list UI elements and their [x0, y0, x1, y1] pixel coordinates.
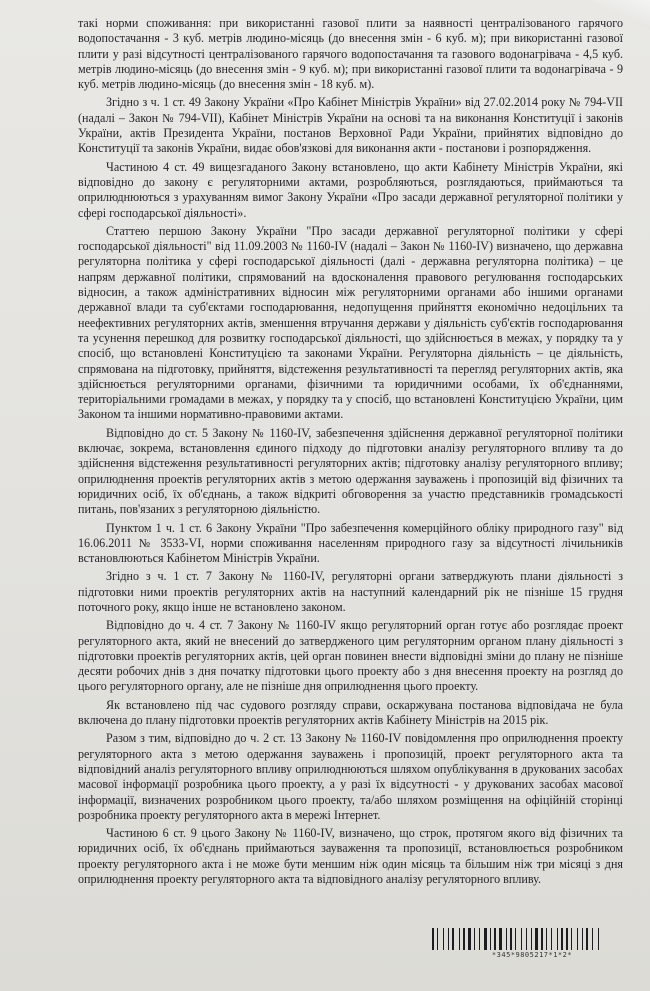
barcode-stripe	[437, 928, 438, 950]
barcode-stripe	[448, 928, 449, 950]
barcode-stripe	[531, 928, 532, 950]
barcode-stripe	[459, 928, 460, 950]
barcode-stripe	[515, 928, 516, 950]
barcode-stripe	[526, 928, 527, 950]
barcode-stripe	[510, 928, 512, 950]
barcode-stripe	[508, 928, 509, 950]
barcode-stripe	[476, 928, 478, 950]
barcode-stripe	[566, 928, 568, 950]
barcode-stripe	[503, 928, 505, 950]
barcode-stripe	[490, 928, 491, 950]
barcode-stripe	[584, 928, 585, 950]
paragraph: Разом з тим, відповідно до ч. 2 ст. 13 Закону № 1160-IV повідомлення про оприлюднення проекту регуляторного акта з метою одержання зауважень і пропозицій, проект регуляторного акта та відповідний аналіз регуляторного впливу оприлюднюються шляхом опублікування в друкованих засобах масової інформації розробника цього проекту, а у разі їх відсутності - у друкованих засобах масової інформації, визначених розробником цього проекту, та/або шляхом розміщення на офіційній сторінці розробника проекту регуляторного акта в мережі Інтернет.	[78, 731, 623, 822]
barcode-stripe	[484, 928, 487, 950]
barcode-stripe	[561, 928, 563, 950]
barcode-stripe	[497, 928, 498, 950]
barcode-stripe	[513, 928, 514, 950]
barcode	[432, 928, 632, 959]
barcode-stripe	[450, 928, 451, 950]
barcode-stripe	[569, 928, 570, 950]
barcode-stripe	[539, 928, 540, 950]
paragraph: Частиною 4 ст. 49 вищезгаданого Закону встановлено, що акти Кабінету Міністрів України, які відповідно до закону є регуляторними актами, розробляються, розглядаються, приймаються та оприлюднюються з урахуванням вимог Закону України «Про засади державної регуляторної політики у сфері господарської діяльності».	[78, 159, 623, 220]
document-body	[78, 16, 623, 890]
paragraph: Пунктом 1 ч. 1 ст. 6 Закону України "Про забезпечення комерційного обліку природного газу" від 16.06.2011 № 3533-VI, норми споживання населенням природного газу за відсутності лічильників встановлюються Кабінетом Міністрів України.	[78, 520, 623, 566]
barcode-bars	[432, 928, 632, 950]
barcode-stripe	[559, 928, 560, 950]
barcode-stripe	[600, 928, 601, 950]
barcode-stripe	[598, 928, 599, 950]
barcode-stripe	[452, 928, 454, 950]
barcode-stripe	[461, 928, 462, 950]
barcode-stripe	[521, 928, 522, 950]
barcode-stripe	[481, 928, 483, 950]
barcode-stripe	[586, 928, 588, 950]
barcode-stripe	[435, 928, 436, 950]
barcode-stripe	[577, 928, 578, 950]
barcode-stripe	[492, 928, 493, 950]
barcode-stripe	[548, 928, 550, 950]
barcode-stripe	[432, 928, 434, 950]
paragraph: Згідно з ч. 1 ст. 7 Закону № 1160-IV, регуляторні органи затверджують плани діяльності з підготовки ними проектів регуляторних актів на наступний календарний рік не пізніше 15 грудня поточного року, якщо інше не встановлено законом.	[78, 569, 623, 614]
barcode-stripe	[571, 928, 572, 950]
barcode-stripe	[488, 928, 489, 950]
barcode-stripe	[468, 928, 471, 950]
paragraph: Частиною 6 ст. 9 цього Закону № 1160-IV, визначено, що строк, протягом якого від фізичних та юридичних осіб, їх об'єднань приймаються зауваження та пропозиції, встановлюється розробником проекту регуляторного акта і не може бути меншим ніж один місяць та більшим ніж три місяці з дня оприлюднення проекту регуляторного акта та відповідного аналізу регуляторного впливу.	[78, 826, 623, 887]
barcode-stripe	[553, 928, 556, 950]
barcode-stripe	[544, 928, 545, 950]
barcode-stripe	[466, 928, 467, 950]
barcode-stripe	[523, 928, 525, 950]
barcode-stripe	[499, 928, 502, 950]
barcode-stripe	[546, 928, 547, 950]
barcode-stripe	[455, 928, 458, 950]
barcode-stripe	[445, 928, 447, 950]
barcode-stripe	[551, 928, 552, 950]
paragraph: Відповідно до ст. 5 Закону № 1160-IV, забезпечення здійснення державної регуляторної політики включає, зокрема, встановлення єдиного підходу до підготовки аналізу регуляторного впливу та до здійснення відстеження результативності регуляторних актів; підготовку аналізу регуляторного впливу; оприлюднення проектів регуляторних актів з метою одержання зауважень і пропозицій від фізичних та юридичних осіб, їх об'єднань, а також відкриті обговорення за участю представників громадськості питань, пов'язаних з регуляторною діяльністю.	[78, 425, 623, 517]
paragraph: Згідно з ч. 1 ст. 49 Закону України «Про Кабінет Міністрів України» від 27.02.2014 року № 794-VII (надалі – Закон № 794-VII), Кабінет Міністрів України на основі та на виконання Конституції і законів України, актів Президента України, постанов Верховної Ради України, прийнятих відповідно до Конституції та законів України, видає обов'язкові для виконання акти - постанови і розпорядження.	[78, 95, 623, 156]
paragraph: Як встановлено під час судового розгляду справи, оскаржувана постанова відповідача не була включена до плану підготовки проектів регуляторних актів Кабінету Міністрів на 2015 рік.	[78, 697, 623, 728]
barcode-stripe	[594, 928, 597, 950]
barcode-stripe	[439, 928, 442, 950]
barcode-stripe	[573, 928, 576, 950]
barcode-stripe	[517, 928, 520, 950]
barcode-stripe	[494, 928, 496, 950]
barcode-stripe	[479, 928, 480, 950]
barcode-stripe	[463, 928, 465, 950]
barcode-stripe	[533, 928, 534, 950]
barcode-stripe	[443, 928, 444, 950]
paragraph: Відповідно до ч. 4 ст. 7 Закону № 1160-IV якщо регуляторний орган готує або розглядає проект регуляторного акта, який не внесений до затвердженого цим регуляторним органом плану діяльності з підготовки проектів регуляторних актів, цей орган повинен внести відповідні зміни до плану не пізніше десяти робочих днів з дня початку підготовки цього проекту або з дня внесення проекту на розгляд до цього регуляторного органу, але не пізніше дня оприлюднення цього проекту.	[78, 618, 623, 694]
paragraph: Статтею першою Закону України "Про засади державної регуляторної політики у сфері господарської діяльності" від 11.09.2003 № 1160-IV (надалі – Закон № 1160-IV) визначено, що державна регуляторна політика у сфері господарської діяльності (далі - державна регуляторна політика) – це напрям державної політики, спрямований на вдосконалення правового регулювання господарських відносин, а також адміністративних відносин між регуляторними органами або іншими органами державної влади та суб'єктами господарювання, недопущення прийняття економічно недоцільних та неефективних регуляторних актів, зменшення втручання держави у діяльність суб'єктів господарювання та усунення перешкод для розвитку господарської діяльності, що здійснюється в межах, у порядку та у спосіб, що встановлені Конституцією та законами України. Регуляторна діяльність – це діяльність, спрямована на підготовку, прийняття, відстеження результативності та перегляд регуляторних актів, яка здійснюється регуляторними органами, фізичними та юридичними особами, їх об'єднаннями, територіальними громадами в межах, у порядку та у спосіб, що встановлені Конституцією України, цим Законом та іншими нормативно-правовими актами.	[78, 223, 623, 422]
paragraph: такі норми споживання: при використанні газової плити за наявності централізованого гарячого водопостачання - 3 куб. метрів людино-місяць (до внесення змін - 6 куб. м); при використанні газової плити у разі відсутності централізованого гарячого водопостачання та газового водонагрівача - 4,5 куб. метрів людино-місяць (до внесення змін - 9 куб. м); при використанні газової плити та водонагрівача - 9 куб. метрів людино-місяць (до внесення змін - 18 куб. м).	[78, 16, 623, 92]
barcode-stripe	[589, 928, 591, 950]
barcode-number: *345*9805217*1*2*	[491, 951, 573, 959]
barcode-stripe	[535, 928, 538, 950]
barcode-stripe	[472, 928, 473, 950]
barcode-stripe	[579, 928, 581, 950]
barcode-stripe	[592, 928, 593, 950]
barcode-stripe	[506, 928, 507, 950]
barcode-stripe	[541, 928, 543, 950]
barcode-stripe	[474, 928, 475, 950]
barcode-stripe	[564, 928, 565, 950]
barcode-stripe	[557, 928, 558, 950]
barcode-stripe	[582, 928, 583, 950]
barcode-stripe	[528, 928, 530, 950]
